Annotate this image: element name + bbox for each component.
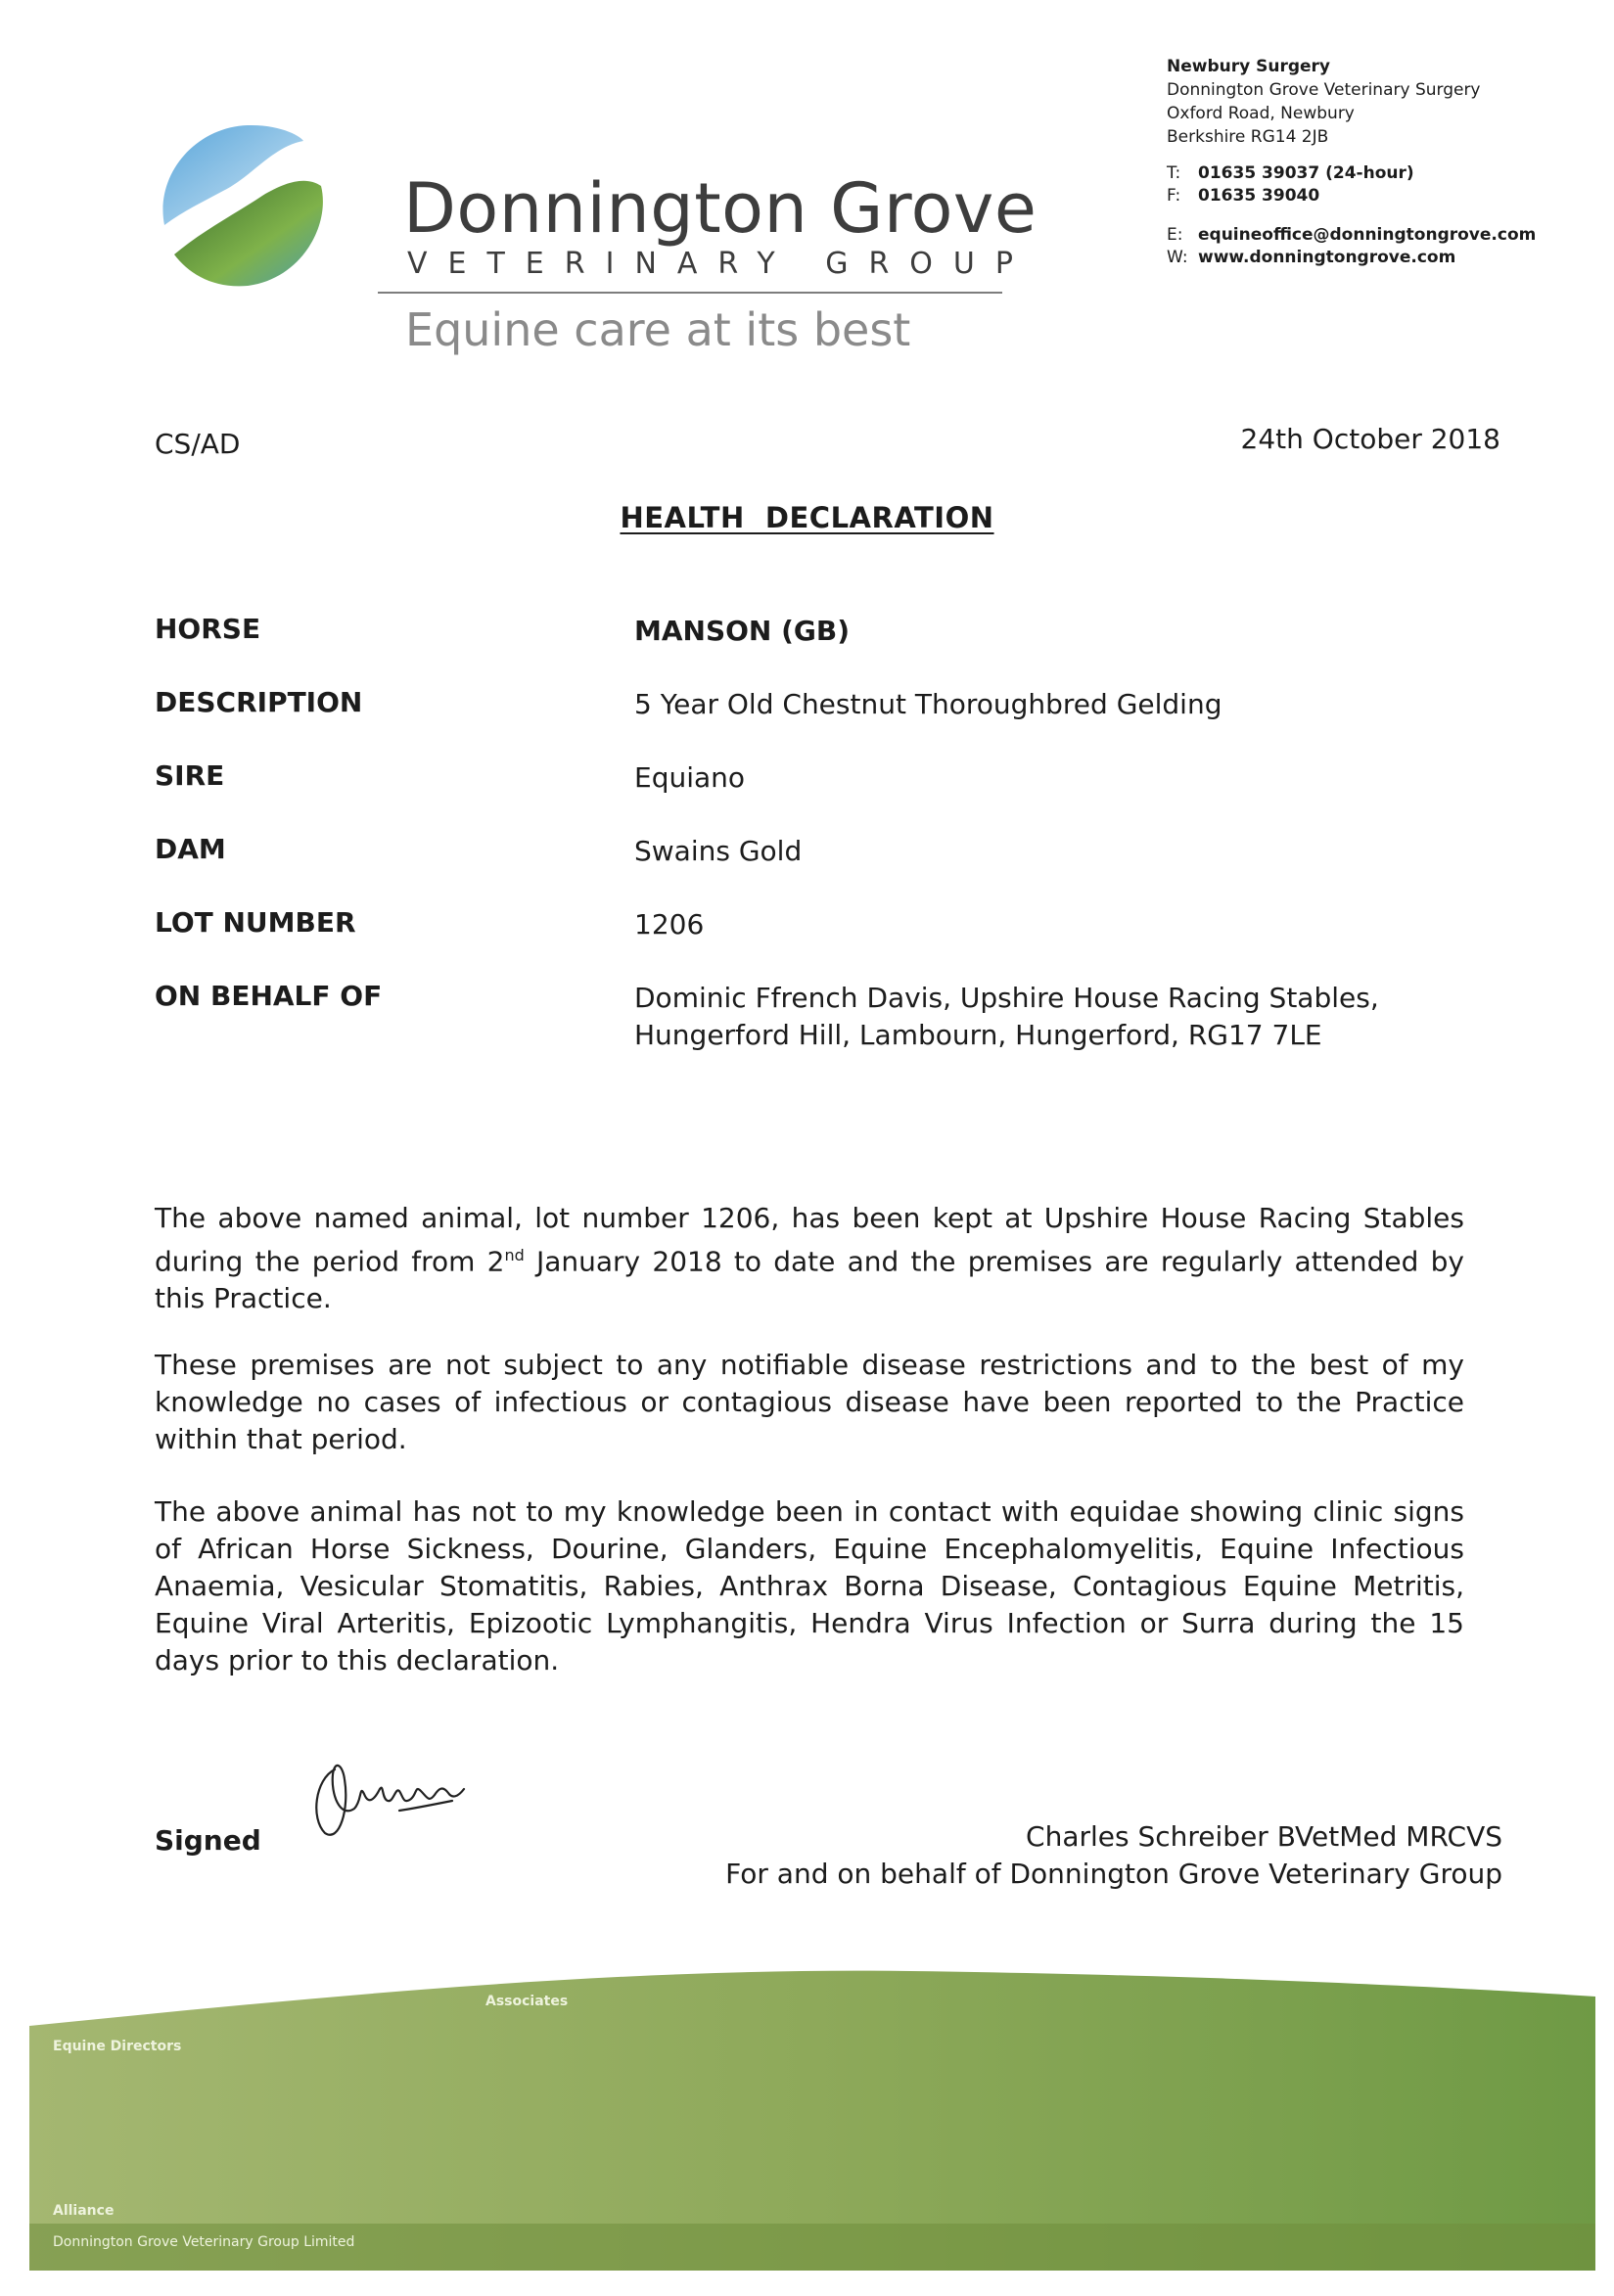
declaration-paragraph: The above animal has not to my knowledge been in contact with equidae showing clinic signs of African Horse Sickness, Dourine, Glanders, Equine Encephalomyelitis, Equine Infectious Anaemia, Vesicular Stomatitis, Rabies, Anthrax Borna Disease, Contagious Equine Metritis, Equine Viral Arteritis, Epizootic Lymphangitis, Hendra Virus Infection or Surra during the 15 days prior to this declaration.	[155, 1495, 1464, 1676]
field-description	[155, 686, 1505, 759]
declaration-paragraph	[155, 1200, 1464, 1317]
address-line: Donnington Grove Veterinary Surgery	[1167, 80, 1481, 100]
reference: CS/AD	[155, 428, 241, 460]
field-label: DESCRIPTION	[155, 686, 363, 718]
value-line: Hungerford Hill, Lambourn, Hungerford, RG17 7LE	[634, 1019, 1322, 1051]
field-value	[634, 980, 1379, 1054]
field-value: Swains Gold	[634, 835, 803, 867]
telephone: 01635 39037 (24-hour)	[1198, 163, 1414, 183]
phone-block	[1167, 162, 1414, 207]
logo-icon	[155, 117, 331, 294]
field-label: SIRE	[155, 759, 225, 792]
field-dam	[155, 833, 1505, 906]
document-title	[0, 501, 1614, 534]
field-label: DAM	[155, 833, 226, 865]
document-date: 24th October 2018	[1240, 423, 1500, 455]
field-horse	[155, 613, 1505, 686]
para-text: January 2018 to date and the premises are regularly attended by this Practice.	[155, 1245, 1464, 1315]
org-subtitle: VETERINARY GROUP	[407, 247, 1034, 281]
field-value: 1206	[634, 908, 705, 941]
tagline: Equine care at its best	[405, 303, 911, 356]
fax: 01635 39040	[1198, 186, 1320, 206]
footer-alliance	[53, 2200, 114, 2222]
field-label: LOT NUMBER	[155, 906, 356, 939]
address-heading: Newbury Surgery	[1167, 57, 1331, 76]
website-link[interactable]: www.donningtongrove.com	[1198, 248, 1456, 267]
address-line: Oxford Road, Newbury	[1167, 104, 1355, 123]
footer-band	[29, 1967, 1595, 2271]
email-link[interactable]: equineoffice@donningtongrove.com	[1198, 225, 1537, 245]
horse-details	[155, 613, 1505, 1087]
declaration-paragraph: These premises are not subject to any notifiable disease restrictions and to the best of my knowledge no cases of infectious or contagious disease have been reported to the Practice within that period.	[155, 1349, 1464, 1455]
signatory-name: Charles Schreiber BVetMed MRCVS	[1026, 1820, 1502, 1853]
footer-associates	[485, 1991, 808, 2012]
letterhead-divider	[378, 292, 1002, 294]
field-value: 5 Year Old Chestnut Thoroughbred Gelding	[634, 688, 1222, 720]
field-lot-number	[155, 906, 1505, 980]
fax-key: F:	[1167, 186, 1181, 206]
para-text: The above named animal, lot number 1206, has been kept at Upshire House Racing Stables during the period from 2	[155, 1202, 1464, 1278]
footer-company: Donnington Grove Veterinary Group Limited	[53, 2234, 355, 2250]
value-line: Dominic Ffrench Davis, Upshire House Racing Stables,	[634, 982, 1379, 1014]
field-value: Equiano	[634, 761, 746, 794]
footer-directors	[53, 2036, 425, 2057]
email-key: E:	[1167, 225, 1183, 245]
address-line: Berkshire RG14 2JB	[1167, 127, 1329, 147]
field-on-behalf-of	[155, 980, 1505, 1087]
field-sire	[155, 759, 1505, 833]
web-block	[1167, 224, 1536, 269]
surgery-address	[1167, 55, 1481, 149]
field-label: ON BEHALF OF	[155, 980, 383, 1012]
ordinal-suffix: nd	[504, 1246, 525, 1264]
web-key: W:	[1167, 248, 1188, 267]
tel-key: T:	[1167, 163, 1181, 183]
signature-image	[305, 1740, 482, 1848]
footer-heading: Equine Directors	[53, 2039, 182, 2054]
field-label: HORSE	[155, 613, 261, 645]
signatory-affiliation: For and on behalf of Donnington Grove Veterinary Group	[725, 1858, 1502, 1890]
footer-heading: Associates	[485, 1994, 569, 2009]
title-text: HEALTH DECLARATION	[620, 501, 994, 534]
org-name: Donnington Grove	[403, 168, 1038, 249]
signed-label: Signed	[155, 1824, 261, 1857]
footer-heading: Alliance	[53, 2203, 115, 2219]
field-value: MANSON (GB)	[634, 615, 851, 647]
